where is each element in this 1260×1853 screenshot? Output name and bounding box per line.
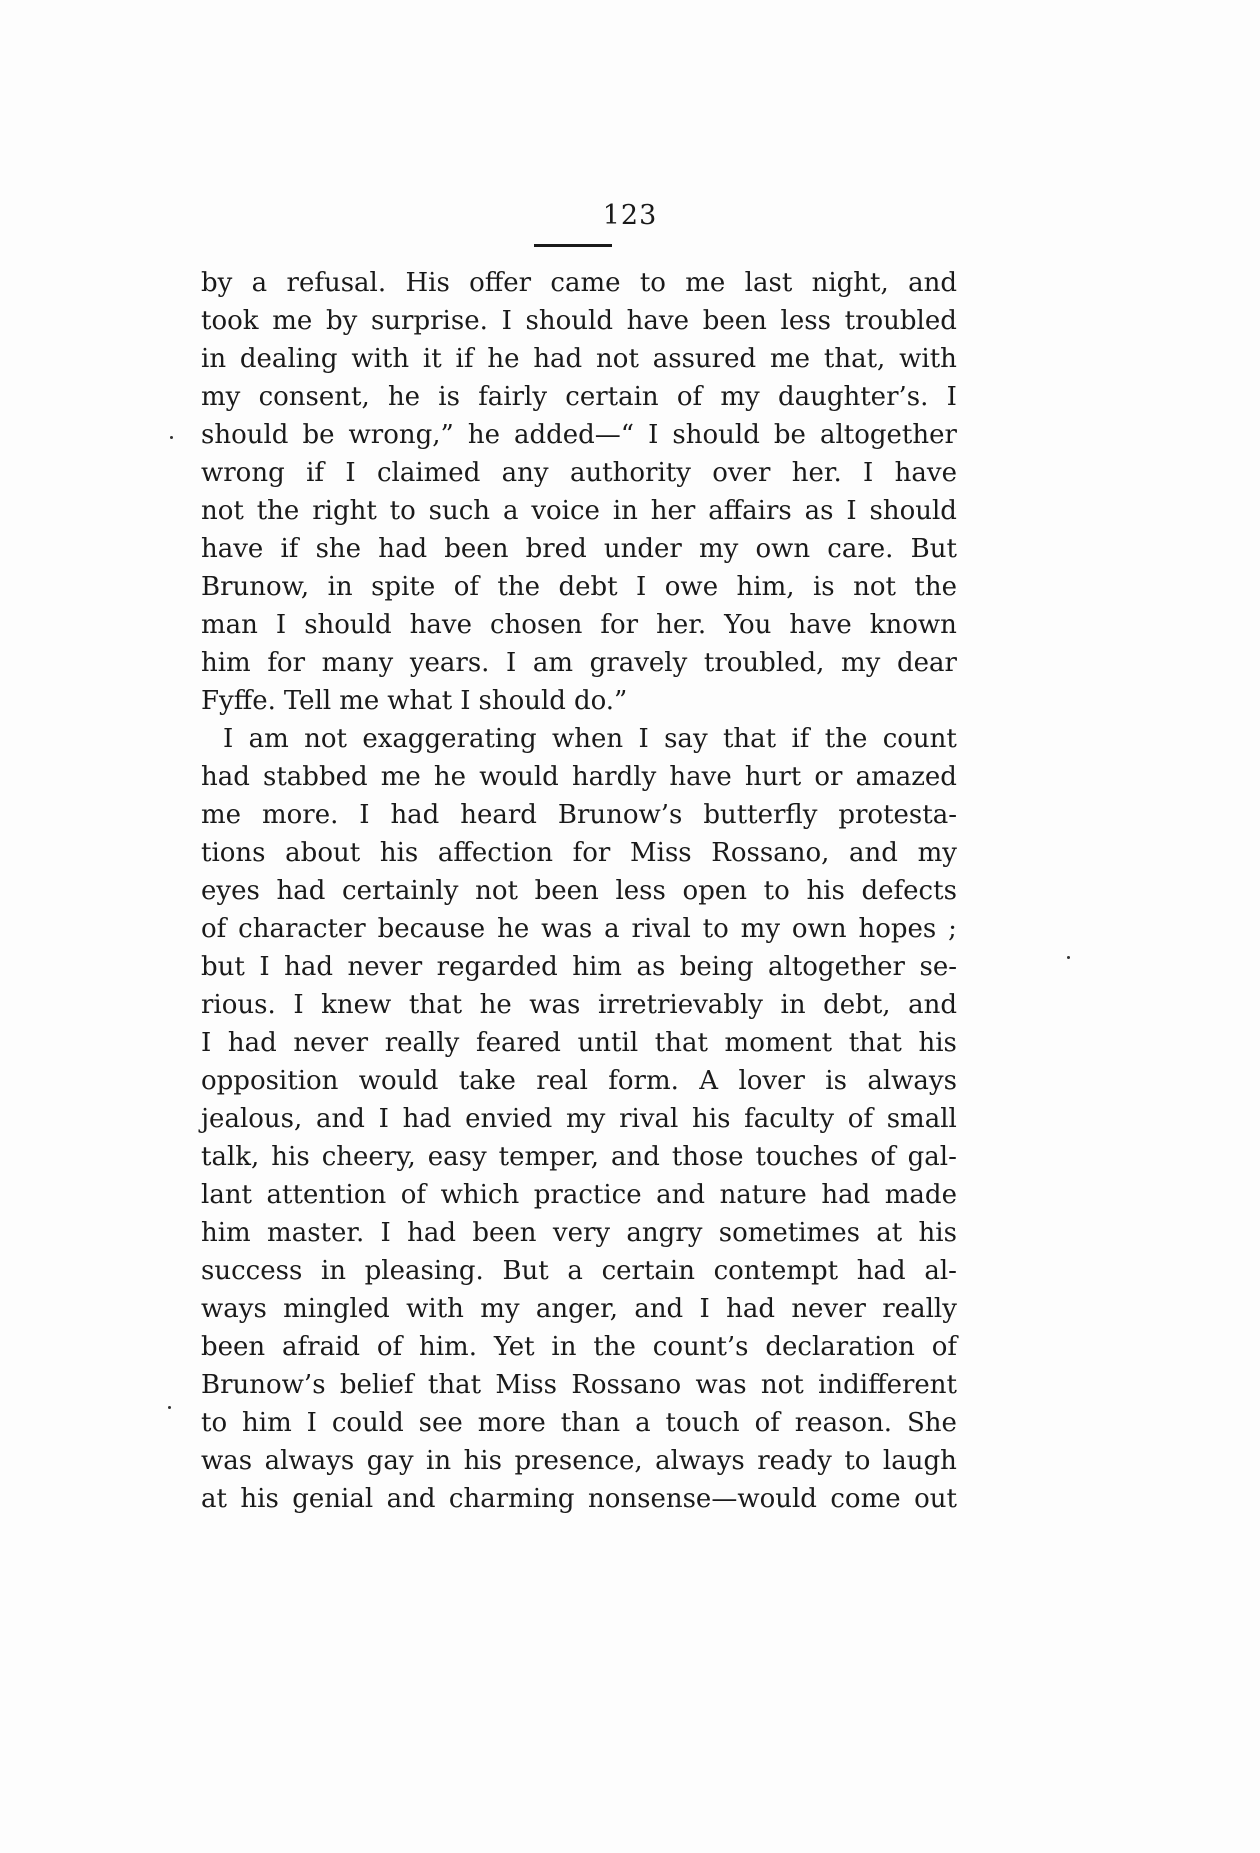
- text-line: lant attention of which practice and nature had made: [201, 1180, 957, 1210]
- scan-speck: [1067, 956, 1070, 959]
- scan-speck: [168, 1406, 171, 1409]
- text-line: I am not exaggerating when I say that if the count: [223, 724, 957, 754]
- text-line: had stabbed me he would hardly have hurt or amazed: [201, 762, 957, 792]
- text-line: jealous, and I had envied my rival his faculty of small: [201, 1104, 957, 1134]
- text-line: by a refusal. His offer came to me last night, and: [201, 268, 957, 298]
- text-line: but I had never regarded him as being altogether se-: [201, 952, 957, 982]
- text-line: have if she had been bred under my own care. But: [201, 534, 957, 564]
- text-line: my consent, he is fairly certain of my daughter’s. I: [201, 382, 957, 412]
- text-line: rious. I knew that he was irretrievably in debt, and: [201, 990, 957, 1020]
- text-line: Fyffe. Tell me what I should do.”: [201, 686, 628, 716]
- text-line: was always gay in his presence, always ready to laugh: [201, 1446, 957, 1476]
- text-line: him master. I had been very angry sometimes at his: [201, 1218, 957, 1248]
- text-line: been afraid of him. Yet in the count’s declaration of: [201, 1332, 957, 1362]
- page-number: 123: [602, 200, 658, 231]
- text-line: Brunow, in spite of the debt I owe him, is not the: [201, 572, 957, 602]
- text-line: opposition would take real form. A lover is always: [201, 1066, 957, 1096]
- body-text: [201, 264, 957, 1518]
- text-line: in dealing with it if he had not assured me that, with: [201, 344, 957, 374]
- scan-speck: [170, 436, 173, 439]
- text-line: man I should have chosen for her. You have known: [201, 610, 957, 640]
- text-line: eyes had certainly not been less open to his defects: [201, 876, 957, 906]
- text-line: took me by surprise. I should have been less troubled: [201, 306, 957, 336]
- text-line: Brunow’s belief that Miss Rossano was not indifferent: [201, 1370, 957, 1400]
- text-line: at his genial and charming nonsense—would come out: [201, 1484, 957, 1514]
- text-line: talk, his cheery, easy temper, and those touches of gal-: [201, 1142, 957, 1172]
- page-number-rule: [534, 244, 612, 247]
- text-line: should be wrong,” he added—“ I should be altogether: [201, 420, 957, 450]
- text-line: to him I could see more than a touch of reason. She: [201, 1408, 957, 1438]
- text-line: I had never really feared until that moment that his: [201, 1028, 957, 1058]
- text-line: wrong if I claimed any authority over her. I have: [201, 458, 957, 488]
- text-line: success in pleasing. But a certain contempt had al-: [201, 1256, 957, 1286]
- text-line: of character because he was a rival to my own hopes ;: [201, 914, 957, 944]
- text-line: me more. I had heard Brunow’s butterfly protesta-: [201, 800, 957, 830]
- text-line: tions about his affection for Miss Rossano, and my: [201, 838, 957, 868]
- text-line: him for many years. I am gravely troubled, my dear: [201, 648, 957, 678]
- text-line: ways mingled with my anger, and I had never really: [201, 1294, 957, 1324]
- text-line: not the right to such a voice in her affairs as I should: [201, 496, 957, 526]
